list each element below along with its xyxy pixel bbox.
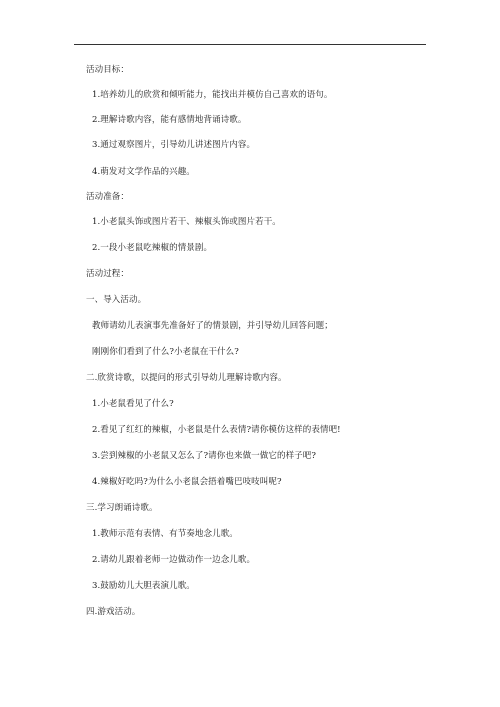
step3-item-3: 3.鼓励幼儿大胆表演儿歌。: [92, 581, 195, 591]
process-heading: 活动过程：: [86, 269, 130, 279]
prep-item-2: 2.一段小老鼠吃辣椒的情景剧。: [92, 243, 213, 253]
step1-line-1: 教师请幼儿表演事先准备好了的情景剧，并引导幼儿回答问题；: [92, 321, 333, 331]
prep-item-1: 1.小老鼠头饰或图片若干、辣椒头饰或图片若干。: [92, 217, 281, 227]
step2-item-1: 1.小老鼠看见了什么?: [92, 399, 174, 409]
header-rule: [74, 44, 426, 45]
goal-item-1: 1.培养幼儿的欣赏和倾听能力，能找出并模仿自己喜欢的语句。: [92, 90, 333, 100]
step2-item-2: 2.看见了红红的辣椒，小老鼠是什么表情?请你模仿这样的表情吧!: [92, 425, 341, 435]
step1-line-2: 刚刚你们看到了什么?小老鼠在干什么?: [92, 347, 239, 357]
goal-item-3: 3.通过观察图片，引导幼儿讲述图片内容。: [92, 140, 256, 150]
step4-heading: 四.游戏活动。: [86, 607, 141, 617]
step3-item-2: 2.请幼儿跟着老师一边做动作一边念儿歌。: [92, 555, 256, 565]
goal-item-4: 4.萌发对文学作品的兴趣。: [92, 167, 195, 177]
step3-heading: 三.学习朗诵诗歌。: [86, 503, 158, 513]
step1-heading: 一、导入活动。: [86, 295, 147, 305]
goal-item-2: 2.理解诗歌内容，能有感情地背诵诗歌。: [92, 115, 247, 125]
step2-item-3: 3.尝到辣椒的小老鼠又怎么了?请你也来做一做它的样子吧?: [92, 451, 317, 461]
goals-heading: 活动目标：: [86, 65, 130, 75]
step3-item-1: 1.教师示范有表情、有节奏地念儿歌。: [92, 529, 238, 539]
prep-heading: 活动准备：: [86, 192, 130, 202]
step2-item-4: 4.辣椒好吃吗?为什么小老鼠会捂着嘴巴吱吱叫呢?: [92, 477, 282, 487]
step2-heading: 二.欣赏诗歌，以提问的形式引导幼儿理解诗歌内容。: [86, 373, 287, 383]
